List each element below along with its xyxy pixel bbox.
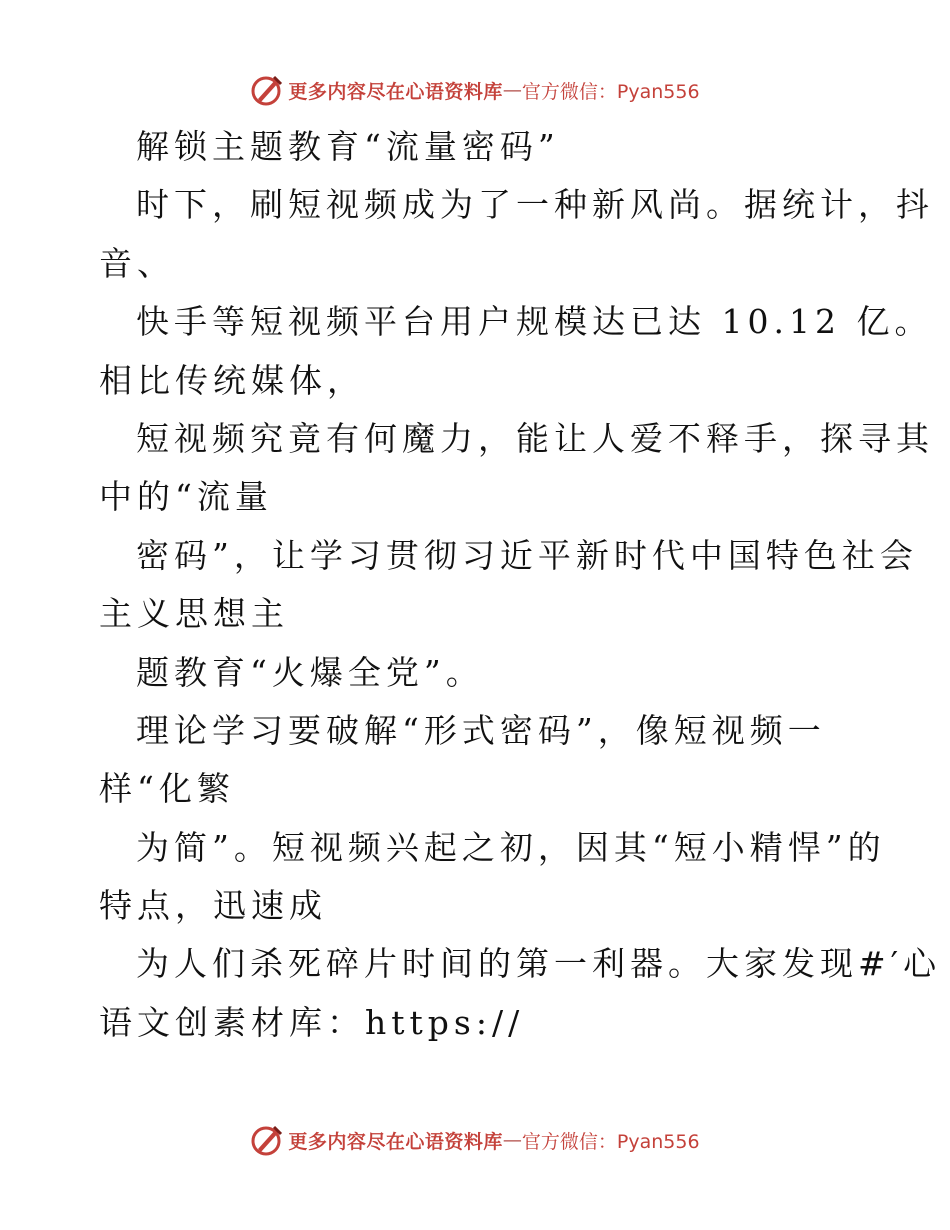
header-wechat-text: 官方微信：Pyan556 (521, 80, 700, 103)
paragraph-line: 时下，刷短视频成为了一种新风尚。据统计，抖 (136, 185, 934, 225)
document-title: 解锁主题教育“流量密码” (136, 127, 560, 166)
header-brand-text: 更多内容尽在心语资料库 (288, 80, 503, 103)
paragraph-line: 为简”。短视频兴起之初，因其“短小精悍”的 (136, 827, 886, 867)
header-banner (0, 70, 950, 110)
paragraph-line: 题教育“火爆全党”。 (136, 652, 484, 692)
paragraph-line: 密码”，让学习贯彻习近平新时代中国特色社会 (136, 535, 918, 575)
paragraph-line: 为人们杀死碎片时间的第一利器。大家发现#′心 (136, 944, 942, 984)
paragraph-line: 中的“流量 (99, 477, 273, 517)
footer-brand-text: 更多内容尽在心语资料库 (288, 1130, 503, 1153)
paragraph-line: 快手等短视频平台用户规模达已达 10.12 亿。 (136, 302, 933, 342)
footer-wechat-text: 官方微信：Pyan556 (521, 1130, 700, 1153)
pen-logo-icon (250, 1123, 284, 1157)
paragraph-line: 相比传统媒体， (99, 360, 365, 400)
paragraph-line: 音、 (99, 243, 175, 283)
paragraph-line: 语文创素材库：https:// (99, 1002, 525, 1042)
paragraph-line: 主义思想主 (99, 594, 289, 634)
footer-banner (0, 1120, 950, 1160)
paragraph-line: 理论学习要破解“形式密码”，像短视频一 (136, 710, 826, 750)
footer-dash: — (502, 1129, 522, 1151)
paragraph-line: 样“化繁 (99, 769, 235, 809)
pen-logo-icon (250, 73, 284, 107)
header-dash: — (502, 79, 522, 101)
paragraph-line: 短视频究竟有何魔力，能让人爱不释手，探寻其 (136, 418, 934, 458)
document-body (99, 118, 942, 1052)
paragraph-line: 特点，迅速成 (99, 886, 327, 926)
